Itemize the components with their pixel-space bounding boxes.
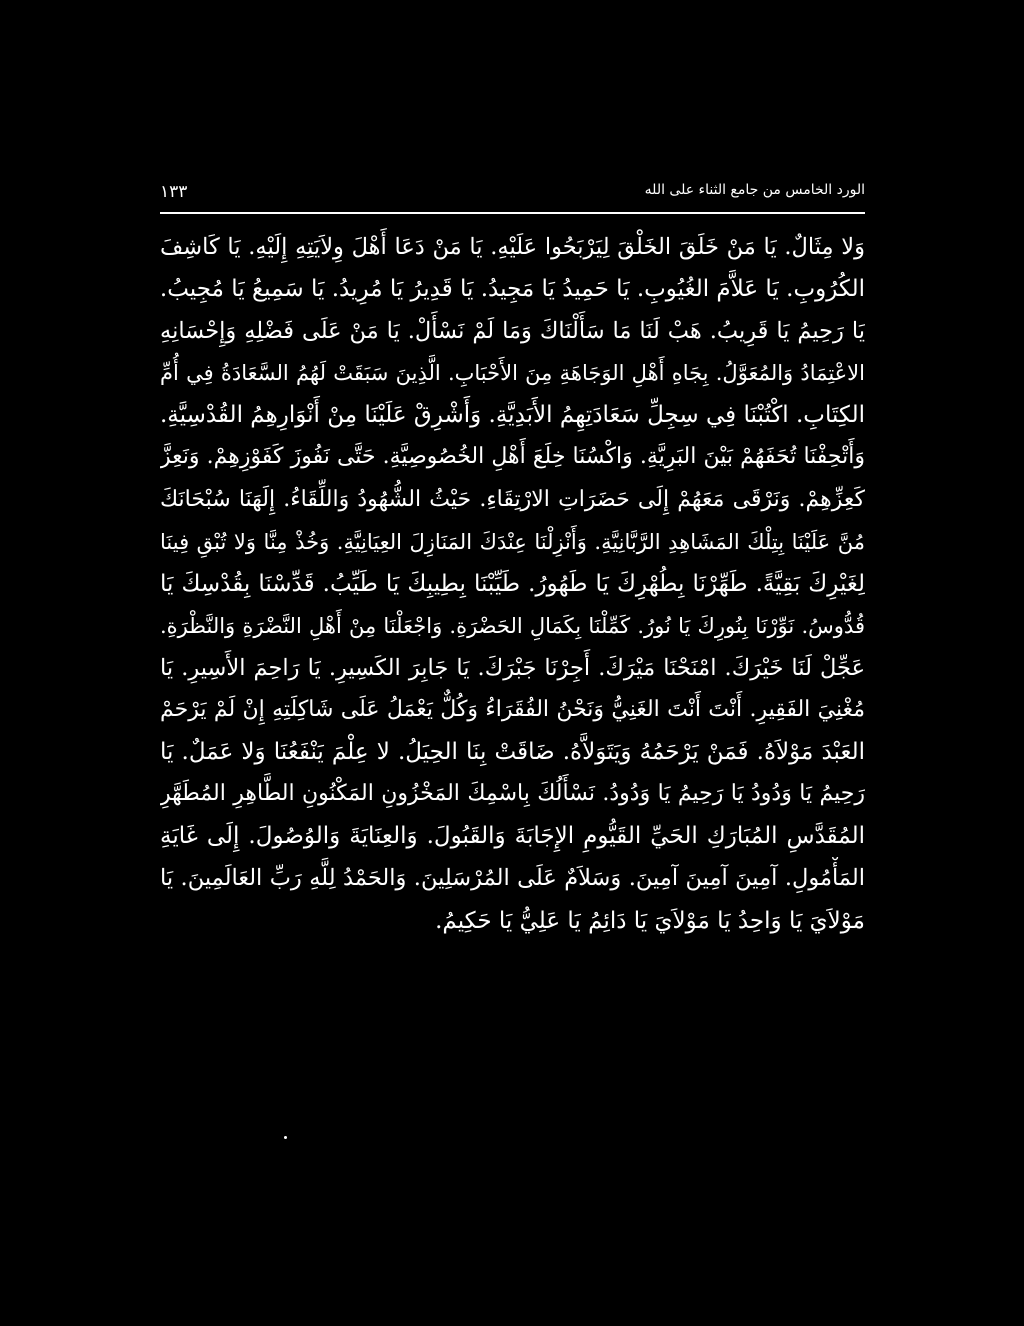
header-rule	[160, 212, 865, 214]
text-line: مَوْلاَيَ يَا وَاحِدُ يَا مَوْلاَيَ يَا دَائِمُ يَا عَلِيُّ يَا حَكِيمُ.	[435, 907, 865, 934]
page-number: ١٣٣	[160, 182, 188, 202]
text-line: وَلا مِثَالٌ. يَا مَنْ خَلَقَ الخَلْقَ لِيَرْبَحُوا عَلَيْهِ. يَا مَنْ دَعَا أَهْلَ وِلاَيَتِهِ إِلَيْهِ. يَا كَاشِفَ	[160, 234, 865, 260]
text-line: وَأَتْحِفْنَا تُحَفَهُمْ بَيْنَ البَرِيَّةِ. وَاكْسُنَا خِلَعَ أَهْلِ الخُصُوصِيَّةِ. حَتَّى نَفُوزَ كَفَوْزِهِمْ. وَنَعِزَّ	[160, 444, 865, 470]
text-line: العَبْدَ مَوْلاَهُ. فَمَنْ يَرْحَمُهُ وَيَتَوَلاَّهُ. ضَاقَتْ بِنَا الحِيَلُ. لا عِلْمَ يَنْفَعُنَا وَلا عَمَلٌ. يَا	[160, 739, 865, 766]
text-line: الكِتَابِ. اكْتُبْنَا فِي سِجِلِّ سَعَادَتِهِمُ الأَبَدِيَّةِ. وَأَشْرِقْ عَلَيْنَا مِنْ أَنْوَارِهِمُ القُدْسِيَّةِ.	[160, 402, 865, 429]
text-line: الاعْتِمَادُ وَالمُعَوَّلُ. بِجَاهِ أَهْلِ الوَجَاهَةِ مِنَ الأَحْبَابِ. الَّذِينَ سَبَقَتْ لَهُمُ السَّعَادَةُ فِي أُمِّ	[160, 361, 865, 386]
stray-dot	[284, 1136, 287, 1139]
text-line: رَحِيمُ يَا وَدُودُ يَا رَحِيمُ يَا وَدُودُ. نَسْأَلُكَ بِاسْمِكَ المَخْزُونِ المَكْنُونِ الطَّاهِرِ المُطَهَّرِ	[160, 781, 865, 807]
text-line: قُدُّوسُ. نَوِّرْنَا بِنُورِكَ يَا نُورُ. كَمِّلْنَا بِكَمَالِ الحَضْرَةِ. وَاجْعَلْنَا مِنْ أَهْلِ النَّضْرَةِ وَالنَّظْرَةِ.	[160, 613, 865, 638]
text-line: عَجِّلْ لَنَا خَيْرَكَ. امْنَحْنَا مَيْرَكَ. أَجِرْنَا جَبْرَكَ. يَا جَابِرَ الكَسِيرِ. يَا رَاحِمَ الأَسِيرِ. يَا	[160, 654, 865, 681]
text-line: المَأْمُولِ. آمِينَ آمِينَ آمِينَ. وَسَلاَمٌ عَلَى المُرْسَلِينَ. وَالحَمْدُ لِلَّهِ رَبِّ العَالَمِينَ. يَا	[160, 865, 865, 892]
text-line: لِغَيْرِكَ بَقِيَّةً. طَهِّرْنَا بِطُهْرِكَ يَا طَهُورُ. طَيِّبْنَا بِطِيبِكَ يَا طَيِّبُ. قَدِّسْنَا بِقُدْسِكَ يَا	[160, 570, 865, 597]
text-line: يَا رَحِيمُ يَا قَرِيبُ. هَبْ لَنَا مَا سَأَلْنَاكَ وَمَا لَمْ نَسْأَلْ. يَا مَنْ عَلَى فَضْلِهِ وَإِحْسَانِهِ	[160, 318, 865, 345]
text-line: الكُرُوبِ. يَا عَلاَّمَ الغُيُوبِ. يَا حَمِيدُ يَا مَجِيدُ. يَا قَدِيرُ يَا مُرِيدُ. يَا سَمِيعُ يَا مُجِيبُ.	[160, 276, 865, 303]
text-line: المُقَدَّسِ المُبَارَكِ الحَيِّ القَيُّومِ الإِجَابَةَ وَالقَبُولَ. وَالعِنَايَةَ وَالوُصُولَ. إِلَى غَايَةِ	[160, 823, 865, 850]
text-line: مُنَّ عَلَيْنَا بِتِلْكَ المَشَاهِدِ الرَّبَّانِيَّةِ. وَأَنْزِلْنَا عِنْدَكَ المَنَازِلَ العِيَانِيَّةِ. وَخُذْ مِنَّا وَلا تُبْقِ فِينَا	[160, 529, 865, 554]
body-text	[160, 226, 865, 942]
running-title: الورد الخامس من جامع الثناء على الله	[644, 182, 865, 198]
page-header	[160, 182, 865, 206]
text-line: مُغْنِيَ الفَقِيرِ. أَنْتَ أَنْتَ الغَنِيُّ وَنَحْنُ الفُقَرَاءُ وَكُلٌّ يَعْمَلُ عَلَى شَاكِلَتِهِ إِنْ لَمْ يَرْحَمْ	[160, 697, 865, 723]
text-line: كَعِزِّهِمْ. وَنَرْقَى مَعَهُمْ إِلَى حَضَرَاتِ الارْتِقَاءِ. حَيْثُ الشُّهُودُ وَاللِّقَاءُ. إِلَهَنَا سُبْحَانَكَ	[160, 486, 865, 512]
